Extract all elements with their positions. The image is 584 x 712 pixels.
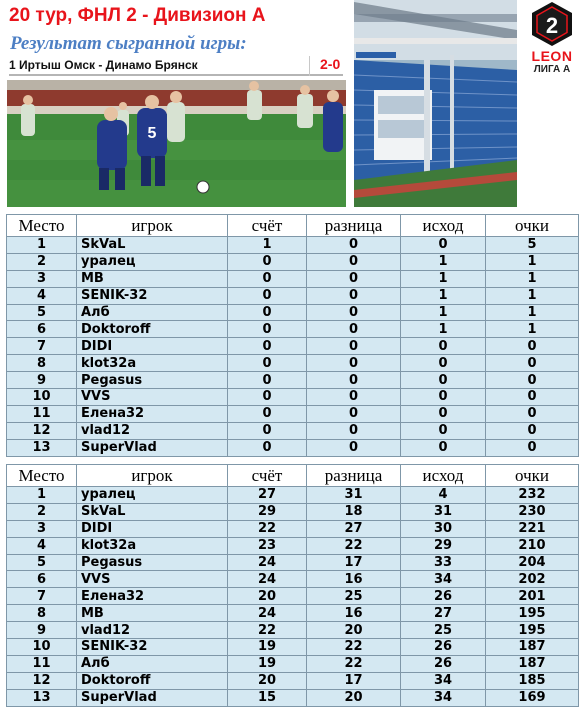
table-cell: 0 (401, 372, 486, 389)
table-cell: 221 (486, 520, 579, 537)
table-cell: 20 (307, 622, 401, 639)
table-cell: 0 (228, 338, 307, 355)
table-cell: 6 (7, 571, 77, 588)
table-cell: 5 (7, 554, 77, 571)
table-cell: 204 (486, 554, 579, 571)
table-cell: 0 (228, 287, 307, 304)
match-result (9, 56, 343, 76)
player-name-cell: Doktoroff (77, 672, 228, 689)
table-cell: 26 (401, 655, 486, 672)
table-cell: 24 (228, 605, 307, 622)
table-cell: 16 (307, 605, 401, 622)
table-cell: 0 (401, 422, 486, 439)
table-cell: 34 (401, 672, 486, 689)
table-cell: 2 (7, 253, 77, 270)
player-name-cell: klot32a (77, 537, 228, 554)
table-cell: 1 (7, 487, 77, 504)
player-name-cell: SENIK-32 (77, 287, 228, 304)
table-cell: 195 (486, 622, 579, 639)
table-cell: 26 (401, 639, 486, 656)
table-cell: 1 (401, 304, 486, 321)
table-cell: 1 (228, 237, 307, 254)
table-cell: 0 (307, 270, 401, 287)
table-cell: 30 (401, 520, 486, 537)
table-cell: 1 (401, 270, 486, 287)
table-cell: 4 (7, 537, 77, 554)
table-cell: 22 (307, 639, 401, 656)
table-cell: 11 (7, 405, 77, 422)
table-cell: 0 (228, 389, 307, 406)
table-cell: 0 (486, 405, 579, 422)
player-name-cell: SkVaL (77, 503, 228, 520)
table-cell: 0 (307, 237, 401, 254)
column-header: исход (401, 465, 486, 487)
table-cell: 0 (307, 439, 401, 456)
table-row (7, 588, 579, 605)
table-row (7, 605, 579, 622)
table-cell: 25 (401, 622, 486, 639)
table-cell: 1 (486, 287, 579, 304)
column-header: разница (307, 465, 401, 487)
table-cell: 202 (486, 571, 579, 588)
table-cell: 7 (7, 338, 77, 355)
table-cell: 0 (228, 253, 307, 270)
table-cell: 0 (228, 270, 307, 287)
table-row (7, 422, 579, 439)
table-cell: 25 (307, 588, 401, 605)
column-header: исход (401, 215, 486, 237)
table-cell: 27 (307, 520, 401, 537)
table-cell: 27 (228, 487, 307, 504)
match-teams: 1 Иртыш Омск - Динамо Брянск (9, 58, 198, 72)
table-cell: 17 (307, 554, 401, 571)
table-cell: 24 (228, 571, 307, 588)
table-cell: 11 (7, 655, 77, 672)
table-row (7, 639, 579, 656)
table-cell: 4 (7, 287, 77, 304)
table-cell: 0 (307, 405, 401, 422)
table-row (7, 389, 579, 406)
table-row (7, 338, 579, 355)
table-cell: 33 (401, 554, 486, 571)
table-cell: 22 (307, 537, 401, 554)
logo-tagline: ЛИГА А (533, 64, 571, 75)
player-name-cell: VVS (77, 389, 228, 406)
stadium-photo (354, 0, 517, 207)
table-row (7, 270, 579, 287)
table-cell: 0 (401, 355, 486, 372)
table-cell: 0 (401, 405, 486, 422)
table-cell: 1 (486, 304, 579, 321)
table-row (7, 571, 579, 588)
player-name-cell: vlad12 (77, 422, 228, 439)
overall-standings-table (6, 464, 579, 707)
table-row (7, 321, 579, 338)
match-photo (7, 80, 346, 207)
table-cell: 210 (486, 537, 579, 554)
table-cell: 10 (7, 389, 77, 406)
table-cell: 0 (228, 355, 307, 372)
table-cell: 12 (7, 422, 77, 439)
table-cell: 22 (307, 655, 401, 672)
table-cell: 185 (486, 672, 579, 689)
player-name-cell: Алб (77, 655, 228, 672)
table-cell: 0 (307, 389, 401, 406)
player-name-cell: Pegasus (77, 554, 228, 571)
column-header: счёт (228, 215, 307, 237)
table-cell: 3 (7, 270, 77, 287)
table-cell: 8 (7, 355, 77, 372)
table-cell: 0 (307, 338, 401, 355)
table-cell: 20 (228, 588, 307, 605)
table-cell: 0 (228, 422, 307, 439)
table-cell: 195 (486, 605, 579, 622)
table-cell: 8 (7, 605, 77, 622)
table-cell: 0 (307, 253, 401, 270)
table-cell: 201 (486, 588, 579, 605)
table-row (7, 405, 579, 422)
table-cell: 187 (486, 655, 579, 672)
table-cell: 1 (401, 287, 486, 304)
page-subtitle: Результат сыгранной игры: (10, 33, 247, 54)
logo-digit: 2 (545, 13, 559, 38)
table-cell: 34 (401, 689, 486, 706)
player-name-cell: klot32a (77, 355, 228, 372)
hexagon-badge-icon (520, 0, 584, 48)
table-cell: 1 (486, 270, 579, 287)
table-row (7, 287, 579, 304)
table-cell: 24 (228, 554, 307, 571)
table-cell: 1 (486, 321, 579, 338)
table-cell: 12 (7, 672, 77, 689)
table-cell: 18 (307, 503, 401, 520)
table-cell: 22 (228, 520, 307, 537)
table-cell: 0 (486, 355, 579, 372)
table-cell: 0 (307, 287, 401, 304)
table-cell: 13 (7, 439, 77, 456)
table-cell: 9 (7, 372, 77, 389)
table-cell: 0 (486, 439, 579, 456)
player-name-cell: MB (77, 270, 228, 287)
player-name-cell: Елена32 (77, 588, 228, 605)
table-header-row (7, 215, 579, 237)
player-name-cell: VVS (77, 571, 228, 588)
column-header: Место (7, 215, 77, 237)
column-header: разница (307, 215, 401, 237)
player-name-cell: уралец (77, 253, 228, 270)
table-cell: 230 (486, 503, 579, 520)
table-cell: 0 (486, 422, 579, 439)
table-cell: 29 (401, 537, 486, 554)
table-cell: 10 (7, 639, 77, 656)
table-cell: 2 (7, 503, 77, 520)
table-cell: 13 (7, 689, 77, 706)
table-cell: 22 (228, 622, 307, 639)
column-header: игрок (77, 215, 228, 237)
table-cell: 20 (307, 689, 401, 706)
table-cell: 3 (7, 520, 77, 537)
table-cell: 187 (486, 639, 579, 656)
table-row (7, 355, 579, 372)
table-row (7, 304, 579, 321)
player-name-cell: Алб (77, 304, 228, 321)
table-row (7, 672, 579, 689)
table-row (7, 487, 579, 504)
player-name-cell: vlad12 (77, 622, 228, 639)
table-cell: 0 (401, 439, 486, 456)
table-cell: 5 (486, 237, 579, 254)
table-row (7, 554, 579, 571)
table-cell: 0 (307, 355, 401, 372)
table-cell: 1 (486, 253, 579, 270)
round-standings-table (6, 214, 579, 457)
table-cell: 6 (7, 321, 77, 338)
table-cell: 1 (7, 237, 77, 254)
table-row (7, 253, 579, 270)
table-cell: 232 (486, 487, 579, 504)
table-cell: 0 (307, 422, 401, 439)
table-cell: 0 (401, 389, 486, 406)
table-cell: 0 (307, 372, 401, 389)
table-cell: 19 (228, 655, 307, 672)
table-cell: 31 (401, 503, 486, 520)
table-cell: 0 (486, 338, 579, 355)
column-header: игрок (77, 465, 228, 487)
table-row (7, 439, 579, 456)
player-name-cell: MB (77, 605, 228, 622)
player-name-cell: SuperVlad (77, 439, 228, 456)
table-cell: 19 (228, 639, 307, 656)
table-cell: 31 (307, 487, 401, 504)
table-cell: 5 (7, 304, 77, 321)
table-cell: 17 (307, 672, 401, 689)
player-name-cell: DIDI (77, 520, 228, 537)
table-cell: 29 (228, 503, 307, 520)
match-divider (309, 56, 310, 76)
table-cell: 0 (228, 405, 307, 422)
table-cell: 15 (228, 689, 307, 706)
table-cell: 23 (228, 537, 307, 554)
table-cell: 16 (307, 571, 401, 588)
table-cell: 27 (401, 605, 486, 622)
player-name-cell: уралец (77, 487, 228, 504)
table-cell: 4 (401, 487, 486, 504)
table-cell: 0 (486, 389, 579, 406)
table-cell: 7 (7, 588, 77, 605)
table-row (7, 622, 579, 639)
match-score: 2-0 (320, 56, 341, 72)
table-cell: 0 (228, 304, 307, 321)
table-cell: 0 (228, 321, 307, 338)
table-row (7, 503, 579, 520)
table-cell: 0 (401, 237, 486, 254)
table-cell: 0 (228, 439, 307, 456)
league-logo (520, 0, 584, 82)
page-title: 20 тур, ФНЛ 2 - Дивизион А (9, 5, 266, 26)
column-header: Место (7, 465, 77, 487)
player-name-cell: SuperVlad (77, 689, 228, 706)
table-cell: 1 (401, 253, 486, 270)
table-cell: 20 (228, 672, 307, 689)
table-cell: 0 (307, 304, 401, 321)
table-cell: 0 (228, 372, 307, 389)
table-cell: 0 (486, 372, 579, 389)
table-header-row (7, 465, 579, 487)
player-name-cell: DIDI (77, 338, 228, 355)
column-header: очки (486, 215, 579, 237)
table-row (7, 537, 579, 554)
table-row (7, 372, 579, 389)
player-name-cell: SENIK-32 (77, 639, 228, 656)
column-header: счёт (228, 465, 307, 487)
table-row (7, 655, 579, 672)
ball-icon (197, 181, 209, 193)
table-row (7, 237, 579, 254)
player-name-cell: Елена32 (77, 405, 228, 422)
table-cell: 1 (401, 321, 486, 338)
player-name-cell: Pegasus (77, 372, 228, 389)
table-row (7, 689, 579, 706)
table-cell: 34 (401, 571, 486, 588)
player-name-cell: Doktoroff (77, 321, 228, 338)
logo-wordmark: LEON (531, 48, 573, 64)
table-row (7, 520, 579, 537)
shirt-number: 5 (147, 125, 157, 142)
table-cell: 169 (486, 689, 579, 706)
player-name-cell: SkVaL (77, 237, 228, 254)
column-header: очки (486, 465, 579, 487)
table-cell: 0 (307, 321, 401, 338)
table-cell: 0 (401, 338, 486, 355)
table-cell: 9 (7, 622, 77, 639)
table-cell: 26 (401, 588, 486, 605)
